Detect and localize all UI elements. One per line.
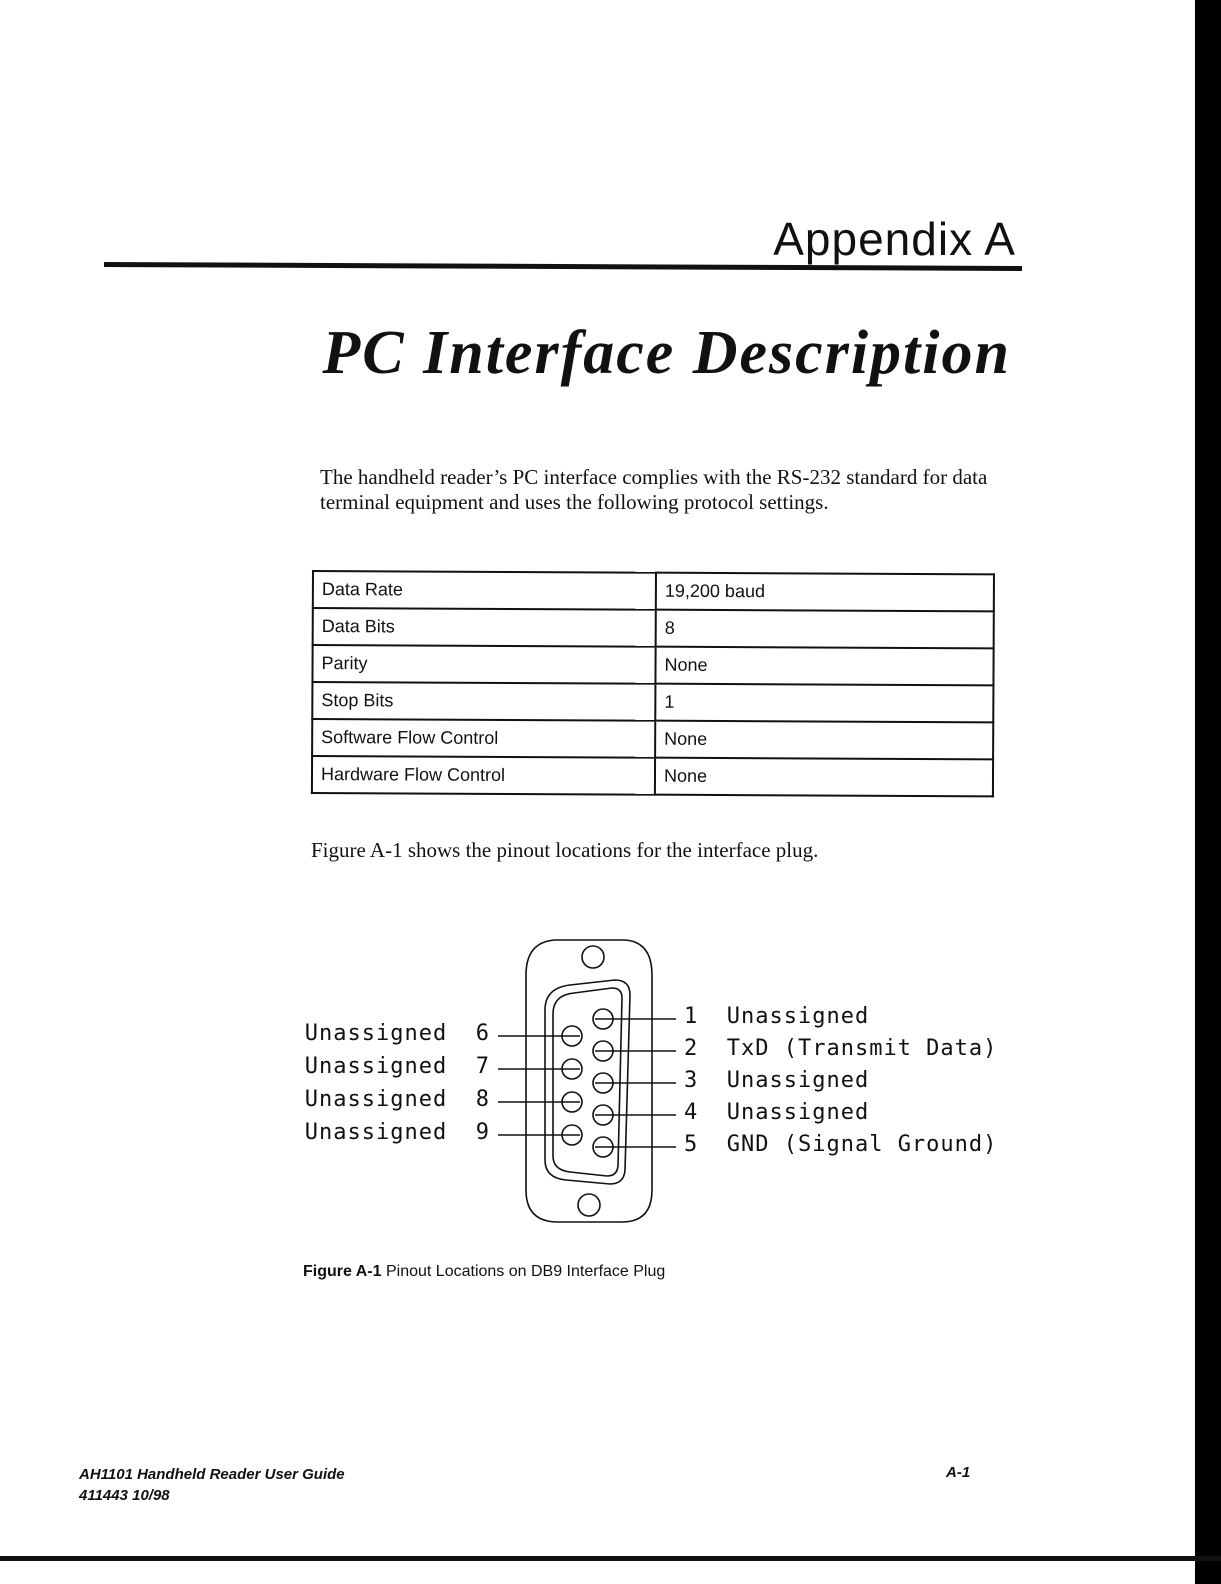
pin-number: 8 xyxy=(475,1087,490,1112)
pin-signal: Unassigned xyxy=(304,1021,448,1046)
pin-number: 7 xyxy=(475,1054,490,1079)
pin-3-label xyxy=(684,1068,869,1093)
pin-signal: Unassigned xyxy=(726,1100,870,1125)
pin-number: 3 xyxy=(684,1068,699,1093)
caption-label: Figure A-1 xyxy=(303,1263,382,1280)
pin-2-label xyxy=(684,1036,997,1061)
footer-doc-info xyxy=(79,1464,345,1506)
setting-name: Data Bits xyxy=(313,608,656,647)
pin-signal: Unassigned xyxy=(726,1068,870,1093)
pin-7-label xyxy=(305,1054,490,1079)
pin-signal: Unassigned xyxy=(726,1004,870,1029)
pin-signal: Unassigned xyxy=(304,1120,448,1145)
pin-9-label xyxy=(305,1120,490,1145)
pin-1-label xyxy=(684,1004,869,1029)
pin-number: 2 xyxy=(684,1036,699,1061)
setting-name: Data Rate xyxy=(313,571,656,610)
setting-value: None xyxy=(655,758,993,797)
pin-8-label xyxy=(305,1087,490,1112)
page-title: PC Interface Description xyxy=(322,319,1011,387)
setting-name: Parity xyxy=(312,645,655,684)
setting-value: 1 xyxy=(655,684,993,723)
mounting-hole-bottom xyxy=(578,1194,600,1216)
footer-title: AH1101 Handheld Reader User Guide xyxy=(79,1466,345,1483)
pin-signal: Unassigned xyxy=(304,1054,448,1079)
figure-caption xyxy=(303,1263,665,1281)
setting-value: 8 xyxy=(656,610,994,649)
pin-number: 9 xyxy=(475,1120,490,1145)
pin-number: 1 xyxy=(684,1004,699,1029)
pin-4-label xyxy=(684,1100,869,1125)
connector-body-outer xyxy=(545,980,630,1184)
pin-number: 5 xyxy=(684,1132,699,1157)
pin-signal: Unassigned xyxy=(304,1087,448,1112)
pin-signal: TxD (Transmit Data) xyxy=(726,1036,998,1061)
mounting-hole-top xyxy=(582,946,604,968)
pin-signal: GND (Signal Ground) xyxy=(726,1132,998,1157)
setting-value: 19,200 baud xyxy=(656,573,994,612)
setting-name: Hardware Flow Control xyxy=(312,756,655,795)
caption-text: Pinout Locations on DB9 Interface Plug xyxy=(385,1263,666,1280)
pin-number: 6 xyxy=(475,1021,490,1046)
figure-reference: Figure A-1 shows the pinout locations for the interface plug. xyxy=(311,838,819,862)
footer-part-number: 411443 10/98 xyxy=(79,1487,170,1504)
intro-paragraph: The handheld reader’s PC interface complies with the RS-232 standard for data terminal equipment and uses the following protocol settings. xyxy=(320,465,988,514)
setting-value: None xyxy=(655,721,993,760)
pin-number: 4 xyxy=(684,1100,699,1125)
pin-6-label xyxy=(305,1021,490,1046)
setting-name: Stop Bits xyxy=(312,682,655,721)
appendix-label: Appendix A xyxy=(773,213,1016,265)
setting-value: None xyxy=(655,647,993,686)
page-number: A-1 xyxy=(946,1464,971,1481)
pin-5-label xyxy=(684,1132,997,1157)
setting-name: Software Flow Control xyxy=(312,719,655,758)
